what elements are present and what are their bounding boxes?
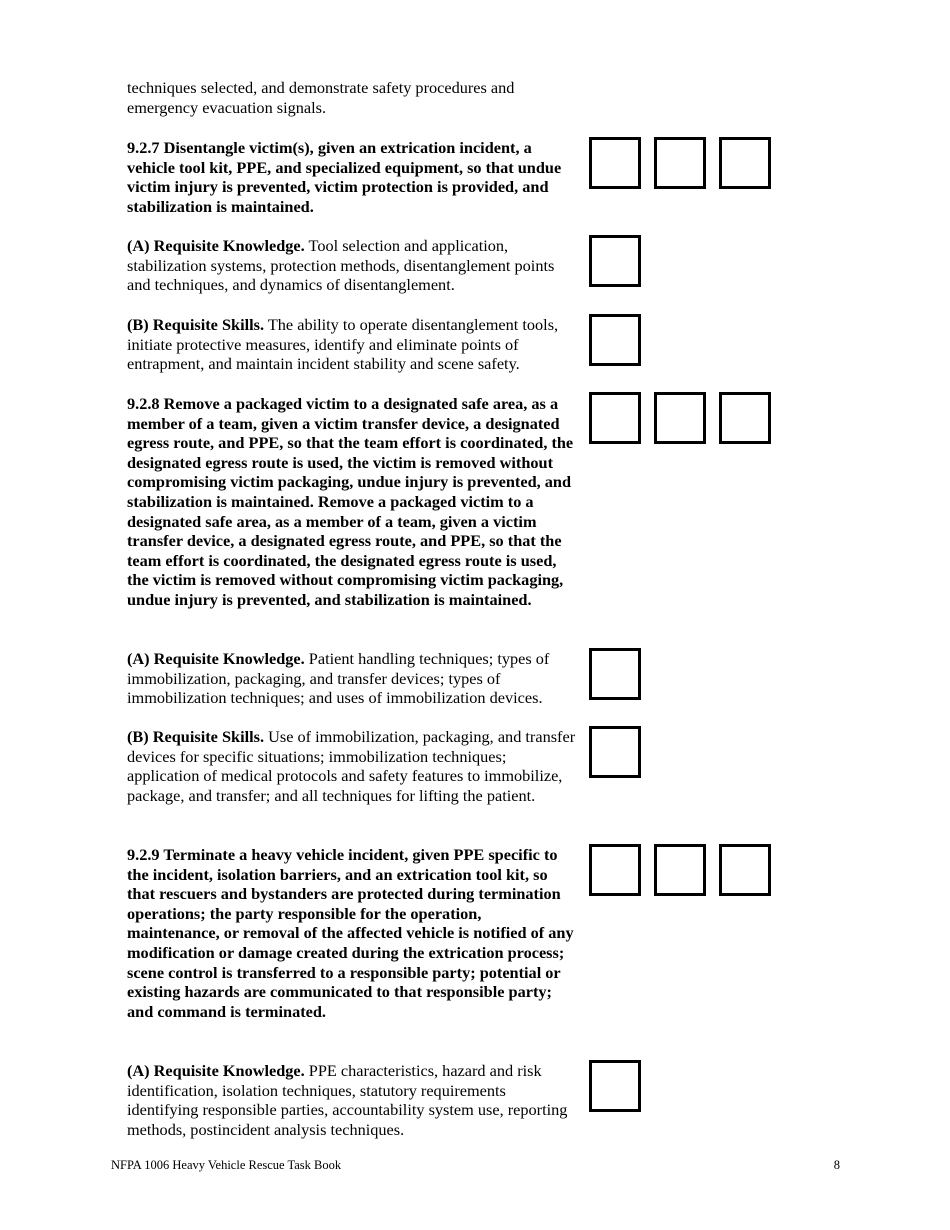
signoff-checkbox[interactable] xyxy=(589,392,641,444)
jpr-9-2-7-knowledge xyxy=(127,236,577,295)
page-number: 8 xyxy=(833,1158,840,1172)
checkbox-row-9-2-7-a xyxy=(589,235,641,287)
skills-lead: (B) Requisite Skills. xyxy=(127,727,265,746)
knowledge-lead: (A) Requisite Knowledge. xyxy=(127,236,305,255)
knowledge-text: Tool selection and application, stabilization systems, protection methods, disentanglement points and techniques, and dynamics of disentanglement. xyxy=(127,236,555,295)
intro-paragraph: techniques selected, and demonstrate safety procedures and emergency evacuation signals. xyxy=(127,78,515,117)
signoff-checkbox[interactable] xyxy=(589,235,641,287)
signoff-checkbox[interactable] xyxy=(719,137,771,189)
signoff-checkbox[interactable] xyxy=(589,1060,641,1112)
jpr-9-2-7-skills xyxy=(127,315,577,374)
footer-title: NFPA 1006 Heavy Vehicle Rescue Task Book xyxy=(111,1158,342,1172)
jpr-9-2-8-skills xyxy=(127,727,577,805)
checkbox-row-9-2-8 xyxy=(589,392,771,444)
signoff-checkbox[interactable] xyxy=(589,726,641,778)
signoff-checkbox[interactable] xyxy=(589,314,641,366)
signoff-checkbox[interactable] xyxy=(654,844,706,896)
checkbox-row-9-2-9-a xyxy=(589,1060,641,1112)
checkbox-row-9-2-8-b xyxy=(589,726,641,778)
jpr-9-2-8: 9.2.8 Remove a packaged victim to a designated safe area, as a member of a team, given a victim transfer device, a designated egress route, and PPE, so that the team effort is coordinated, the designated egress route is used, the victim is removed without compromising victim packaging, undue injury is prevented, and stabilization is maintained. Remove a packaged victim to a designated safe area, as a member of a team, given a victim transfer device, a designated egress route, and PPE, so that the team effort is coordinated, the designated egress route is used, the victim is removed without compromising victim packaging, undue injury is prevented, and stabilization is maintained. xyxy=(127,394,574,609)
signoff-checkbox[interactable] xyxy=(654,392,706,444)
checkbox-row-9-2-9 xyxy=(589,844,771,896)
skills-lead: (B) Requisite Skills. xyxy=(127,315,265,334)
jpr-9-2-7: 9.2.7 Disentangle victim(s), given an extrication incident, a vehicle tool kit, PPE, and specialized equipment, so that undue victim injury is prevented, victim protection is provided, and stabilization is maintained. xyxy=(127,138,562,216)
jpr-9-2-8-knowledge xyxy=(127,649,577,708)
checkbox-row-9-2-7 xyxy=(589,137,771,189)
jpr-9-2-9-knowledge xyxy=(127,1061,577,1139)
signoff-checkbox[interactable] xyxy=(589,137,641,189)
knowledge-lead: (A) Requisite Knowledge. xyxy=(127,1061,305,1080)
signoff-checkbox[interactable] xyxy=(589,648,641,700)
skills-text: Use of immobilization, packaging, and transfer devices for specific situations; immobilization techniques; application of medical protocols and safety features to immobilize, package, and transfer; and all techniques for lifting the patient. xyxy=(127,727,576,805)
checkbox-row-9-2-7-b xyxy=(589,314,641,366)
signoff-checkbox[interactable] xyxy=(589,844,641,896)
jpr-9-2-9: 9.2.9 Terminate a heavy vehicle incident, given PPE specific to the incident, isolation barriers, and an extrication tool kit, so that rescuers and bystanders are protected during termination operations; the party responsible for the operation, maintenance, or removal of the affected vehicle is notified of any modification or damage created during the extrication process; scene control is transferred to a responsible party; potential or existing hazards are communicated to that responsible party; and command is terminated. xyxy=(127,845,574,1021)
signoff-checkbox[interactable] xyxy=(719,844,771,896)
signoff-checkbox[interactable] xyxy=(719,392,771,444)
knowledge-text: PPE characteristics, hazard and risk identification, isolation techniques, statutory requirements identifying responsible parties, accountability system use, reporting methods, postincident analysis techniques. xyxy=(127,1061,568,1139)
checkbox-row-9-2-8-a xyxy=(589,648,641,700)
signoff-checkbox[interactable] xyxy=(654,137,706,189)
knowledge-text: Patient handling techniques; types of immobilization, packaging, and transfer devices; types of immobilization techniques; and uses of immobilization devices. xyxy=(127,649,550,708)
knowledge-lead: (A) Requisite Knowledge. xyxy=(127,649,305,668)
skills-text: The ability to operate disentanglement tools, initiate protective measures, identify and eliminate points of entrapment, and maintain incident stability and scene safety. xyxy=(127,315,559,374)
